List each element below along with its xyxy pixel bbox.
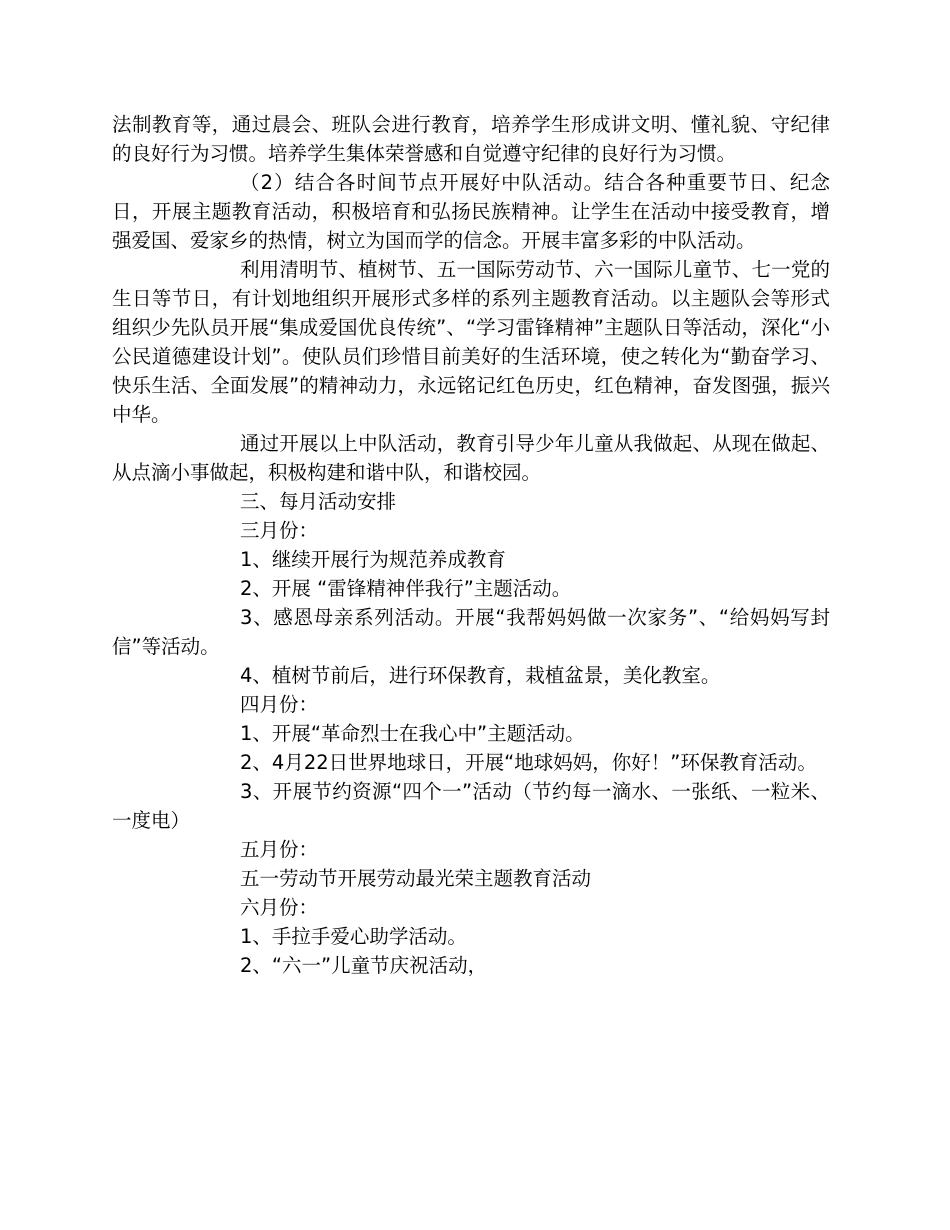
list-item: 3、开展节约资源“四个一”活动（节约每一滴水、一张纸、一粒米、一度电） xyxy=(112,780,830,832)
list-item: 五一劳动节开展劳动最光荣主题教育活动 xyxy=(240,867,592,890)
list-item: 2、4月22日世界地球日，开展“地球妈妈，你好！”环保教育活动。 xyxy=(240,751,817,774)
paragraph-squad-activities: （2）结合各时间节点开展好中队活动。结合各种重要节日、纪念日，开展主题教育活动，积极培育和弘扬民族精神。让学生在活动中接受教育，增强爱国、爱家乡的热情，树立为国而学的信念。开展丰富多彩的中队活动。 xyxy=(112,171,830,252)
list-item: 2、“六一”儿童节庆祝活动， xyxy=(240,954,488,977)
month-heading-june: 六月份： xyxy=(240,896,319,919)
list-item: 4、植树节前后，进行环保教育，栽植盆景，美化教室。 xyxy=(240,664,721,687)
section-heading-monthly-plan: 三、每月活动安排 xyxy=(240,490,397,513)
month-heading-april: 四月份： xyxy=(240,693,319,716)
list-item: 1、继续开展行为规范养成教育 xyxy=(240,548,506,571)
list-item: 3、感恩母亲系列活动。开展“我帮妈妈做一次家务”、“给妈妈写封信”等活动。 xyxy=(112,606,830,658)
paragraph-summary: 通过开展以上中队活动，教育引导少年儿童从我做起、从现在做起、从点滴小事做起，积极构建和谐中队，和谐校园。 xyxy=(112,432,830,484)
paragraph-discipline-education: 法制教育等，通过晨会、班队会进行教育，培养学生形成讲文明、懂礼貌、守纪律的良好行为习惯。培养学生集体荣誉感和自觉遵守纪律的良好行为习惯。 xyxy=(112,113,830,165)
list-item: 2、开展 “雷锋精神伴我行”主题活动。 xyxy=(240,577,572,600)
month-heading-may: 五月份： xyxy=(240,838,319,861)
list-item: 1、手拉手爱心助学活动。 xyxy=(240,925,467,948)
list-item: 1、开展“革命烈士在我心中”主题活动。 xyxy=(240,722,585,745)
month-heading-march: 三月份： xyxy=(240,519,319,542)
paragraph-festival-themes: 利用清明节、植树节、五一国际劳动节、六一国际儿童节、七一党的生日等节日，有计划地组织开展形式多样的系列主题教育活动。以主题队会等形式组织少先队员开展“集成爱国优良传统”、“学习雷锋精神”主题队日等活动，深化“小公民道德建设计划”。使队员们珍惜目前美好的生活环境，使之转化为“勤奋学习、快乐生活、全面发展”的精神动力，永远铭记红色历史，红色精神，奋发图强，振兴中华。 xyxy=(112,258,830,426)
document-page xyxy=(112,110,830,980)
